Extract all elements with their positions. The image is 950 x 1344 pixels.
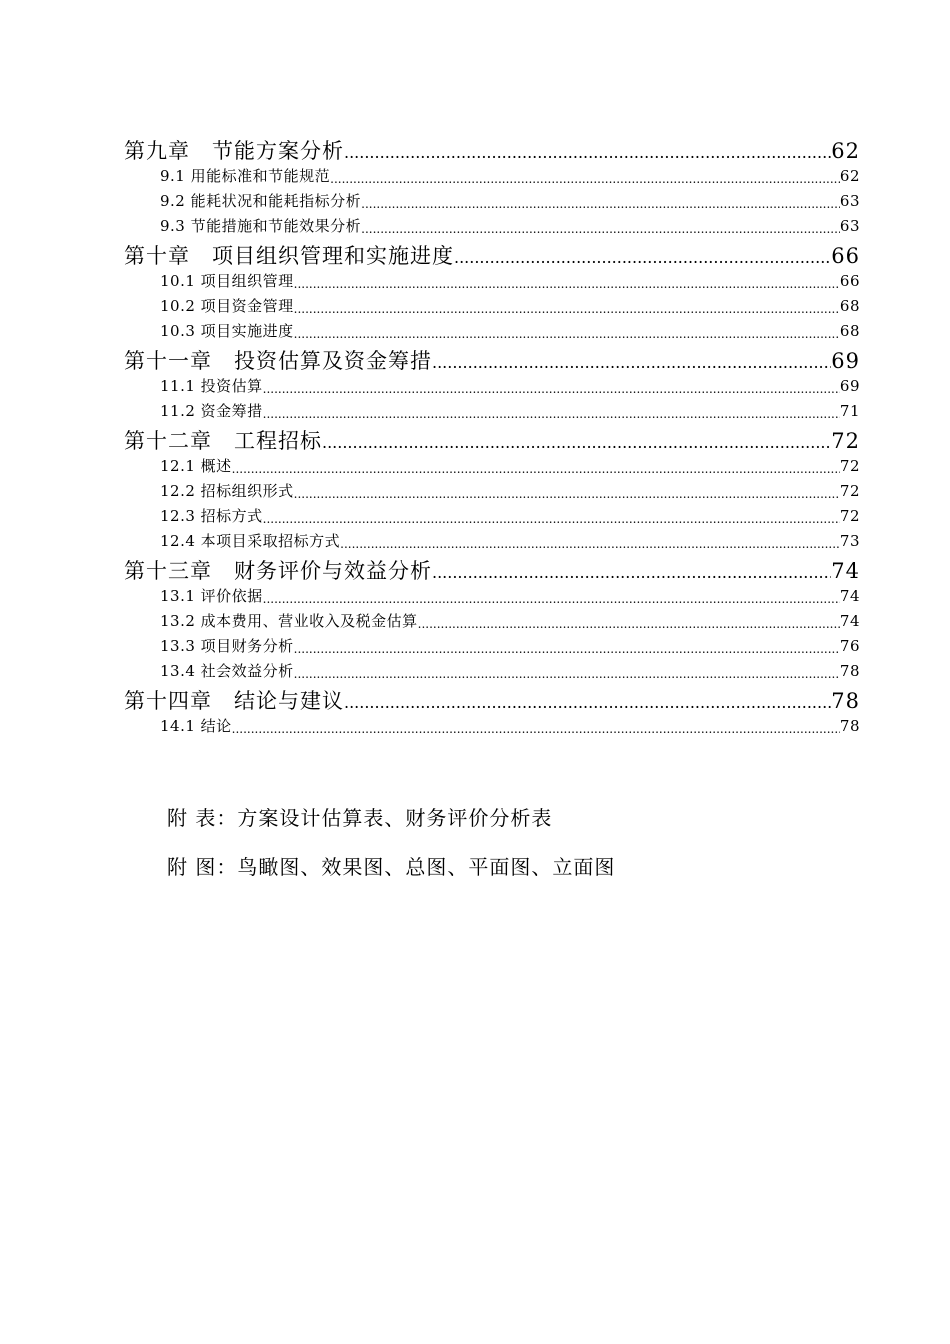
toc-section-page-number: 74 [839,612,860,630]
toc-chapter-title: 第十三章 财务评价与效益分析 [124,559,432,583]
toc-section-page-number: 63 [839,217,860,235]
dot-leader [294,639,840,659]
toc-section-page-number: 68 [839,322,860,340]
toc-section-page-number: 72 [839,482,860,500]
toc-chapter-page-number: 66 [831,244,860,268]
toc-chapter-title: 第九章 节能方案分析 [124,139,344,163]
toc-section-title: 12.1 概述 [160,457,232,475]
dot-leader [322,432,831,454]
toc-section-title: 9.1 用能标准和节能规范 [160,167,331,185]
dot-leader [263,589,840,609]
dot-leader [344,142,831,164]
toc-chapter-title: 第十章 项目组织管理和实施进度 [124,244,454,268]
toc-section-title: 10.1 项目组织管理 [160,272,294,290]
dot-leader [340,534,840,554]
toc-section[interactable] [124,714,860,739]
toc-section-title: 13.1 评价依据 [160,587,263,605]
dot-leader [344,692,831,714]
toc-chapter[interactable] [124,688,860,714]
toc-section[interactable] [124,609,860,634]
toc-section[interactable] [124,269,860,294]
toc-section-page-number: 63 [839,192,860,210]
toc-chapter[interactable] [124,428,860,454]
toc-section[interactable] [124,529,860,554]
dot-leader [361,194,840,214]
toc-section[interactable] [124,584,860,609]
dot-leader [232,459,840,479]
toc-chapter-title: 第十四章 结论与建议 [124,689,344,713]
toc-chapter-page-number: 69 [831,349,860,373]
toc-section-title: 13.4 社会效益分析 [160,662,294,680]
toc-section[interactable] [124,374,860,399]
appendix-figures: 附 图：鸟瞰图、效果图、总图、平面图、立面图 [167,855,616,879]
toc-section-title: 10.2 项目资金管理 [160,297,294,315]
toc-section-title: 14.1 结论 [160,717,232,735]
toc-section[interactable] [124,319,860,344]
dot-leader [432,352,831,374]
appendix-tables: 附 表：方案设计估算表、财务评价分析表 [167,806,553,830]
toc-section-page-number: 62 [839,167,860,185]
toc-section[interactable] [124,504,860,529]
toc-section-page-number: 73 [839,532,860,550]
toc-section-title: 13.3 项目财务分析 [160,637,294,655]
toc-section-title: 9.3 节能措施和节能效果分析 [160,217,362,235]
toc-section-title: 11.1 投资估算 [160,377,263,395]
toc-chapter-title: 第十一章 投资估算及资金筹措 [124,349,432,373]
dot-leader [294,274,840,294]
toc-chapter[interactable] [124,243,860,269]
toc-section[interactable] [124,189,860,214]
toc-chapter-page-number: 74 [831,559,860,583]
dot-leader [330,169,840,189]
toc-section-title: 12.4 本项目采取招标方式 [160,532,341,550]
dot-leader [294,484,840,504]
dot-leader [361,219,840,239]
dot-leader [454,247,831,269]
dot-leader [263,379,840,399]
table-of-contents [124,138,860,739]
toc-section[interactable] [124,659,860,684]
dot-leader [294,664,840,684]
toc-section-page-number: 66 [839,272,860,290]
toc-section[interactable] [124,454,860,479]
toc-section-title: 10.3 项目实施进度 [160,322,294,340]
toc-section[interactable] [124,294,860,319]
toc-section-title: 12.2 招标组织形式 [160,482,294,500]
toc-section-page-number: 72 [839,457,860,475]
toc-section[interactable] [124,399,860,424]
toc-section-page-number: 68 [839,297,860,315]
dot-leader [294,299,840,319]
toc-section[interactable] [124,214,860,239]
toc-section-page-number: 78 [839,662,860,680]
toc-section-page-number: 71 [839,402,860,420]
toc-section[interactable] [124,634,860,659]
toc-chapter-page-number: 62 [831,139,860,163]
toc-chapter[interactable] [124,348,860,374]
toc-section-page-number: 78 [839,717,860,735]
toc-section-title: 11.2 资金筹措 [160,402,263,420]
toc-section-title: 13.2 成本费用、营业收入及税金估算 [160,612,418,630]
dot-leader [418,614,840,634]
dot-leader [294,324,840,344]
toc-chapter-title: 第十二章 工程招标 [124,429,322,453]
toc-section-page-number: 74 [839,587,860,605]
toc-section[interactable] [124,479,860,504]
dot-leader [232,719,840,739]
toc-section-title: 9.2 能耗状况和能耗指标分析 [160,192,362,210]
toc-chapter-page-number: 78 [831,689,860,713]
toc-section-page-number: 72 [839,507,860,525]
toc-section-page-number: 69 [839,377,860,395]
dot-leader [263,509,840,529]
toc-section-title: 12.3 招标方式 [160,507,263,525]
toc-section-page-number: 76 [839,637,860,655]
toc-chapter[interactable] [124,138,860,164]
dot-leader [263,404,840,424]
dot-leader [432,562,831,584]
toc-section[interactable] [124,164,860,189]
toc-chapter-page-number: 72 [831,429,860,453]
toc-chapter[interactable] [124,558,860,584]
